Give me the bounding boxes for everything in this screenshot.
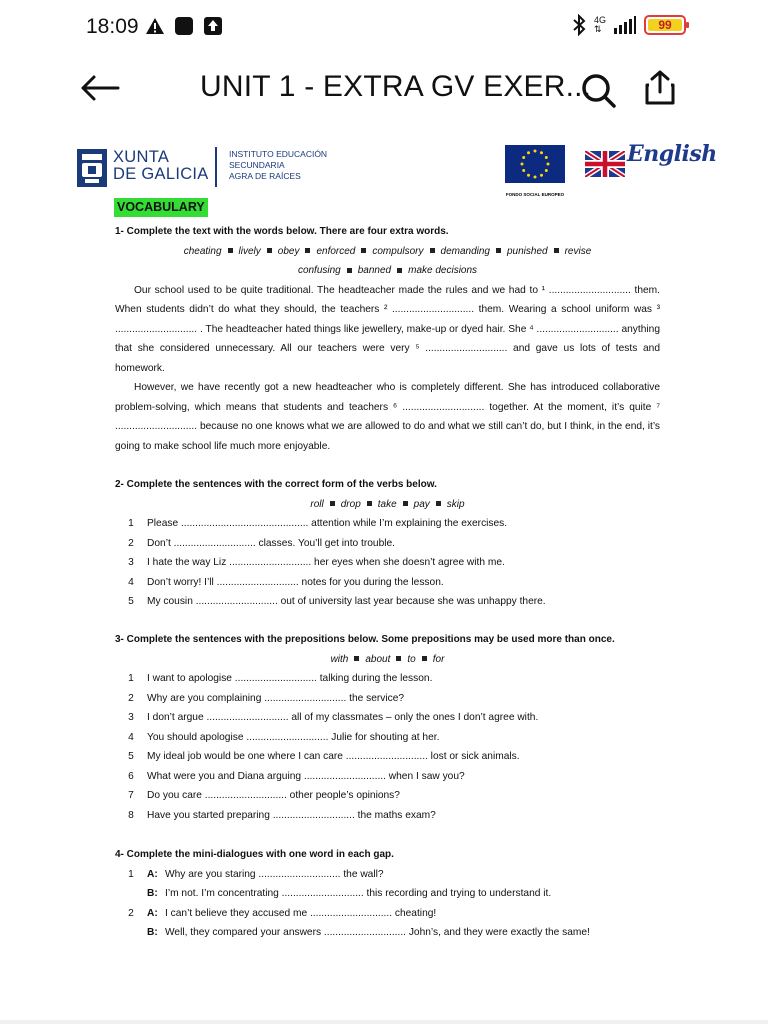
- exercise-item: [115, 767, 660, 787]
- dialogue-text: I’m not. I’m concentrating ............................. this recording and trying to understand it.: [165, 888, 552, 899]
- exercise-2: [115, 475, 660, 612]
- uk-flag-icon: [585, 151, 625, 177]
- exercise-item: [115, 708, 660, 728]
- item-number: 4: [128, 576, 134, 588]
- status-time: 18:09: [86, 15, 139, 38]
- data-arrows-icon: ⇅: [593, 24, 602, 34]
- eu-flag-logo: [505, 145, 565, 183]
- exercise-3: [115, 630, 660, 825]
- exercise-item: [115, 573, 660, 593]
- search-icon: [578, 70, 618, 110]
- exercise-2-title: 2- Complete the sentences with the correct form of the verbs below.: [115, 479, 437, 490]
- bullet-separator: [361, 248, 366, 253]
- item-number: 3: [128, 712, 134, 723]
- gesture-bar: [0, 1020, 768, 1024]
- item-text: I don’t argue ............................. all of my classmates – only the ones I don’t agree with.: [147, 712, 539, 723]
- bullet-separator: [267, 248, 272, 253]
- exercise-item: [115, 534, 660, 554]
- item-number: 6: [128, 770, 134, 782]
- xunta-shield-logo: [77, 149, 107, 187]
- status-bar: [0, 0, 768, 56]
- item-number: 4: [128, 731, 134, 743]
- header-divider: [215, 147, 217, 187]
- item-text: Don’t ............................. classes. You’ll get into trouble.: [147, 537, 396, 549]
- bullet-separator: [347, 268, 352, 273]
- exercise-3-title: 3- Complete the sentences with the prepositions below. Some prepositions may be used more than once.: [115, 634, 615, 645]
- speaker-label: A:: [147, 907, 158, 919]
- eu-caption: FONDO SOCIAL EUROPEO: [505, 192, 565, 197]
- item-number: [115, 884, 147, 904]
- network-type: 4G: [593, 15, 606, 25]
- dialogue-line: [115, 884, 660, 904]
- item-text: Don’t worry! I’ll ............................. notes for you during the lesson.: [147, 576, 444, 588]
- wordbank-word: to: [407, 653, 416, 665]
- bullet-separator: [396, 656, 401, 661]
- wordbank-word: with: [330, 653, 349, 665]
- document-toolbar: [0, 58, 768, 122]
- item-number: 1: [128, 868, 134, 880]
- share-icon: [640, 68, 680, 108]
- speaker-label: B:: [147, 888, 158, 899]
- bullet-separator: [367, 501, 372, 506]
- speaker-label: B:: [147, 927, 158, 938]
- dialogue-text: Well, they compared your answers ............................. John’s, and they were exactly the same!: [165, 927, 590, 938]
- battery-percentage: 99: [658, 18, 672, 32]
- exercise-item: [115, 728, 660, 748]
- exercise-item: [115, 747, 660, 767]
- item-number: [115, 923, 147, 943]
- bullet-separator: [228, 248, 233, 253]
- item-number: 5: [128, 751, 134, 762]
- share-button[interactable]: [640, 68, 680, 108]
- arrow-left-icon: [80, 74, 120, 102]
- wordbank-word: compulsory: [372, 245, 424, 257]
- document-header: [75, 141, 717, 205]
- wordbank-word: about: [365, 653, 391, 665]
- exercise-item: [115, 669, 660, 689]
- wordbank-word: cheating: [183, 245, 222, 257]
- bullet-separator: [403, 501, 408, 506]
- document-page[interactable]: [60, 135, 717, 965]
- dialogue-text: I can’t believe they accused me ............................. cheating!: [165, 907, 437, 919]
- dialogue-text: Why are you staring ............................. the wall?: [165, 868, 384, 880]
- wordbank-word: revise: [564, 245, 592, 257]
- exercise-item: [115, 786, 660, 806]
- dialogue-line: [115, 865, 660, 885]
- item-text: I hate the way Liz ............................. her eyes when she doesn’t agree with me.: [147, 557, 505, 568]
- wordbank-word: punished: [507, 245, 548, 257]
- battery-indicator: [644, 15, 686, 35]
- document-title: UNIT 1 - EXTRA GV EXER...: [200, 70, 592, 103]
- wordbank-word: lively: [238, 245, 261, 257]
- item-number: 7: [128, 790, 134, 801]
- exercise-3-items: [115, 669, 660, 825]
- item-text: My ideal job would be one where I can care ............................. lost or sick animals.: [147, 751, 520, 762]
- status-left-icons: [145, 16, 223, 36]
- section-heading-vocabulary: VOCABULARY: [114, 198, 208, 217]
- exercise-1-paragraph-2: However, we have recently got a new headteacher who is completely different. She has introduced collaborative problem-solving, which means that students and teachers ⁶ ............................. together. At the moment, it’s quite ⁷ ............................. because no one knows what we are allowed to do and what we still can’t do, but I think, in the end, it’s going to make school life much more enjoyable.: [115, 382, 660, 452]
- bullet-separator: [430, 248, 435, 253]
- wordbank-word: make decisions: [408, 265, 478, 276]
- item-number: 2: [128, 692, 134, 704]
- xunta-wordmark: [113, 149, 209, 183]
- wordbank-word: enforced: [316, 245, 356, 257]
- network-indicator: [594, 16, 606, 34]
- item-number: 2: [128, 907, 134, 919]
- school-line-3: AGRA DE RAÍCES: [229, 171, 301, 181]
- english-logo: English: [627, 141, 717, 167]
- xunta-line-1: XUNTA: [113, 148, 170, 166]
- wordbank-word: demanding: [440, 245, 490, 257]
- item-number: 5: [128, 596, 134, 607]
- item-text: I want to apologise ............................. talking during the lesson.: [147, 673, 433, 684]
- wordbank-word: banned: [357, 265, 392, 276]
- school-line-2: SECUNDARIA: [229, 160, 285, 170]
- item-number: 1: [128, 518, 134, 529]
- exercise-2-wordbank: [115, 495, 660, 515]
- item-text: What were you and Diana arguing ............................. when I saw you?: [147, 770, 465, 782]
- app-notification-icon: [174, 16, 194, 36]
- item-number: 3: [128, 557, 134, 568]
- exercise-1-wordbank-line-1: [115, 242, 660, 262]
- search-button[interactable]: [578, 70, 618, 110]
- bullet-separator: [397, 268, 402, 273]
- bullet-separator: [354, 656, 359, 661]
- item-text: Please ............................................. attention while I’m explaining the exercises.: [147, 518, 508, 529]
- item-text: You should apologise ............................. Julie for shouting at her.: [147, 731, 440, 743]
- wordbank-word: take: [377, 498, 397, 510]
- warning-icon: [145, 17, 165, 35]
- exercise-item: [115, 553, 660, 573]
- wordbank-word: for: [432, 653, 445, 665]
- exercise-2-items: [115, 514, 660, 612]
- exercise-4-title: 4- Complete the mini-dialogues with one word in each gap.: [115, 849, 394, 860]
- bullet-separator: [330, 501, 335, 506]
- exercise-item: [115, 592, 660, 612]
- wordbank-word: obey: [277, 245, 300, 257]
- bullet-separator: [305, 248, 310, 253]
- wordbank-word: pay: [413, 498, 430, 510]
- item-number: 8: [128, 809, 134, 821]
- upload-notification-icon: [203, 16, 223, 36]
- exercise-1-paragraph-1: Our school used to be quite traditional. The headteacher made the rules and we had to ¹ ............................. them. When students didn’t do what they should, the teachers ² ............................. them. Wearing a school uniform was ³ ............................. . The headteacher hated things like jewellery, make-up or dyed hair. She ⁴ ............................. anything that she considered unnecessary. All our teachers were very ⁵ ............................. and gave us lots of tests and homework.: [115, 284, 660, 374]
- item-text: Why are you complaining ............................. the service?: [147, 692, 405, 704]
- xunta-line-2: DE GALICIA: [113, 165, 209, 183]
- exercise-1-wordbank-line-2: [115, 261, 660, 281]
- exercise-item: [115, 514, 660, 534]
- item-text: Do you care ............................. other people’s opinions?: [147, 790, 400, 801]
- wordbank-word: roll: [310, 498, 324, 510]
- exercise-item: [115, 689, 660, 709]
- bullet-separator: [422, 656, 427, 661]
- signal-icon: [614, 16, 636, 34]
- exercise-3-wordbank: [115, 650, 660, 670]
- exercise-1: [115, 222, 660, 456]
- item-number: 2: [128, 537, 134, 549]
- bullet-separator: [496, 248, 501, 253]
- item-text: Have you started preparing ............................. the maths exam?: [147, 809, 436, 821]
- wordbank-word: confusing: [297, 265, 341, 276]
- dialogue-line: [115, 923, 660, 943]
- exercise-4-items: [115, 865, 660, 943]
- exercise-1-title: 1- Complete the text with the words below. There are four extra words.: [115, 226, 449, 237]
- bullet-separator: [554, 248, 559, 253]
- item-number: 1: [128, 673, 134, 684]
- bullet-separator: [436, 501, 441, 506]
- school-line-1: INSTITUTO EDUCACIÓN: [229, 149, 328, 159]
- speaker-label: A:: [147, 868, 158, 880]
- exercise-item: [115, 806, 660, 826]
- bluetooth-icon: [572, 14, 586, 36]
- wordbank-word: drop: [340, 498, 361, 510]
- wordbank-word: skip: [446, 498, 465, 510]
- dialogue-line: [115, 904, 660, 924]
- exercise-4: [115, 845, 660, 943]
- status-right-icons: [572, 14, 686, 36]
- item-text: My cousin ............................. out of university last year because she was unhappy there.: [147, 596, 546, 607]
- back-button[interactable]: [78, 70, 122, 106]
- school-name: [229, 149, 327, 182]
